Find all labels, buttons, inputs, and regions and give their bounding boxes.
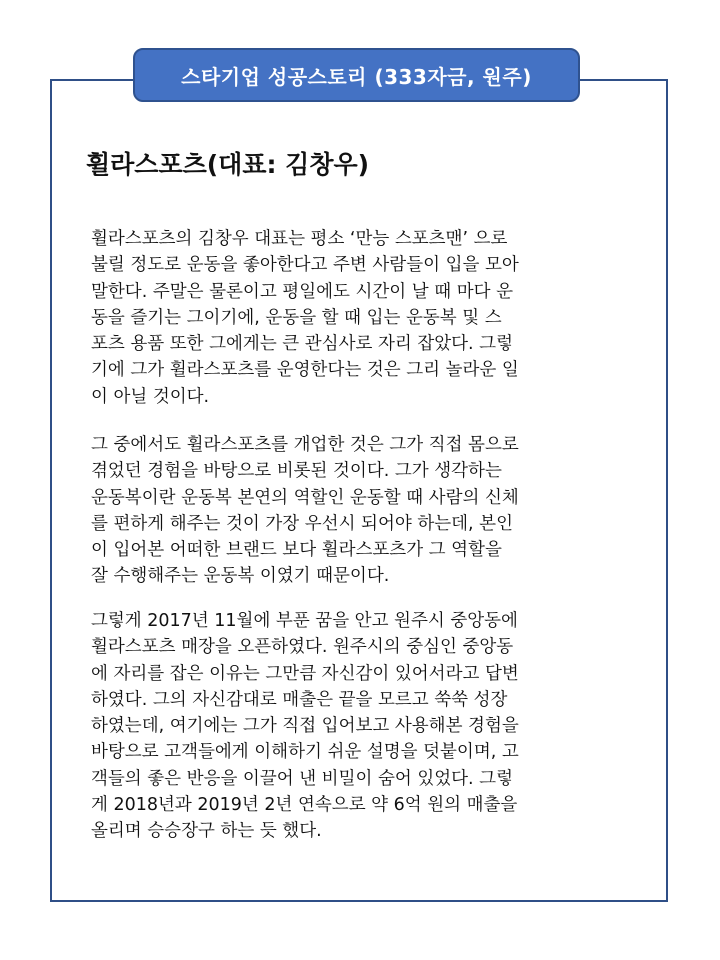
document-title: 휠라스포츠(대표: 김창우) [86,150,370,179]
paragraph-2: 그 중에서도 휠라스포츠를 개업한 것은 그가 직접 몸으로 겪었던 경험을 바탕으로 비롯된 것이다. 그가 생각하는 운동복이란 운동복 본연의 역할인 운동할 때 사람의 신체 를 편하게 해주는 것이 가장 우선시 되어야 하는데, 본인 이 입어본 어떠한 브랜드 보다 휠라스포츠가 그 역할을 잘 수행해주는 운동복 이였기 때문이다. [91,435,519,587]
banner-title: 스타기업 성공스토리 (333자금, 원주) [133,48,580,102]
paragraph-1: 휠라스포츠의 김창우 대표는 평소 ‘만능 스포츠맨’ 으로 불릴 정도로 운동을 좋아한다고 주변 사람들이 입을 모아 말한다. 주말은 물론이고 평일에도 시간이 날 때 마다 운 동을 즐기는 그이기에, 운동을 할 때 입는 운동복 및 스 포츠 용품 또한 그에게는 큰 관심사로 자리 잡았다. 그렇 기에 그가 휠라스포츠를 운영한다는 것은 그리 놀라운 일 이 아닐 것이다. [91,229,519,407]
paragraph-3: 그렇게 2017년 11월에 부푼 꿈을 안고 원주시 중앙동에 휠라스포츠 매장을 오픈하였다. 원주시의 중심인 중앙동 에 자리를 잡은 이유는 그만큼 자신감이 있어서라고 답변 하였다. 그의 자신감대로 매출은 끝을 모르고 쑥쑥 성장 하였는데, 여기에는 그가 직접 입어보고 사용해본 경험을 바탕으로 고객들에게 이해하기 쉬운 설명을 덧붙이며, 고 객들의 좋은 반응을 이끌어 낸 비밀이 숨어 있었다. 그렇 게 2018년과 2019년 2년 연속으로 약 6억 원의 매출을 올리며 승승장구 하는 듯 했다. [91,611,519,842]
